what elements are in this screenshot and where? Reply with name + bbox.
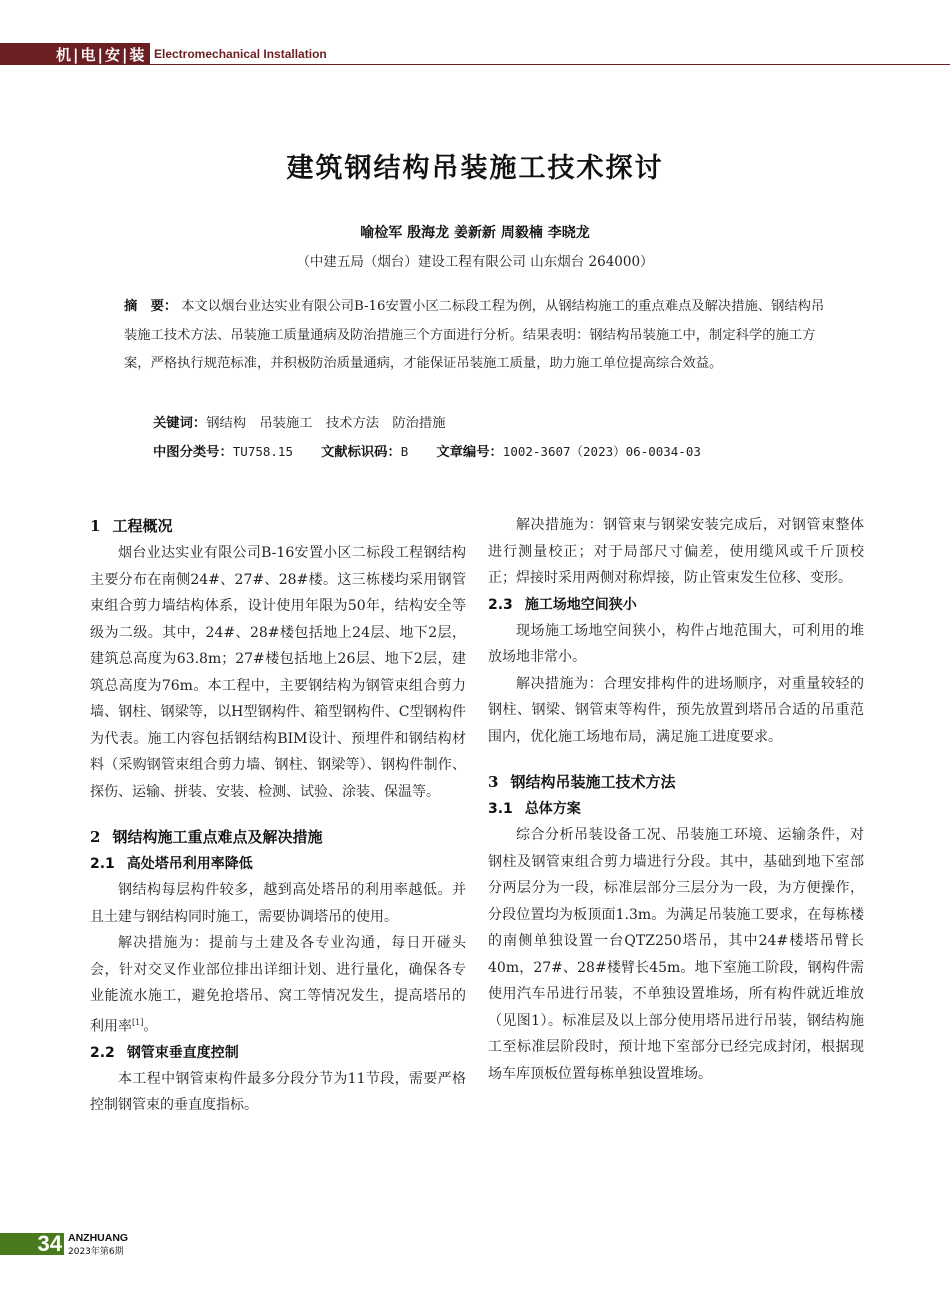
section-label-en: Electromechanical Installation (154, 47, 327, 61)
section-header (0, 43, 327, 65)
keywords-label: 关键词： (153, 416, 207, 431)
abstract-text: 本文以烟台业达实业有限公司B-16安置小区二标段工程为例，从钢结构施工的重点难点及解决措施、钢结构吊装施工技术方法、吊装施工质量通病及防治措施三个方面进行分析。结果表明：钢结构吊装施工中，制定科学的施工方案，严格执行规范标准，并积极防治质量通病，才能保证吊装施工质量，助力施工单位提高综合效益。 (124, 299, 825, 371)
classification (153, 441, 701, 460)
paragraph: 解决措施为：合理安排构件的进场顺序，对重量较轻的钢柱、钢梁、钢管束等构件，预先放置到塔吊合适的吊重范围内，优化施工场地布局，满足施工进度要求。 (488, 675, 864, 745)
paragraph: 解决措施为：钢管束与钢梁安装完成后，对钢管束整体进行测量校正；对于局部尺寸偏差，使用缆风或千斤顶校正；焊接时采用两侧对称焊接，防止管束发生位移、变形。 (488, 517, 864, 586)
right-column (488, 512, 864, 1087)
abstract (124, 293, 836, 379)
keywords-text: 钢结构 吊装施工 技术方法 防治措施 (206, 416, 446, 431)
paragraph: 钢结构每层构件较多，越到高处塔吊的利用率越低。并且土建与钢结构同时施工，需要协调塔吊的使用。 (90, 882, 466, 925)
doc-code-value: B (400, 444, 409, 459)
page-number: 34 (0, 1233, 64, 1255)
paragraph: 本工程中钢管束构件最多分段分节为11节段，需要严格控制钢管束的垂直度指标。 (90, 1070, 466, 1114)
subsection-heading: 2.1 高处塔吊利用率降低 (90, 856, 253, 872)
journal-issue: 2023年第6期 (68, 1247, 124, 1257)
article-number-label: 文章编号： (436, 445, 503, 460)
article-number-value: 1002-3607（2023）06-0034-03 (502, 444, 701, 459)
section-heading: 3 钢结构吊装施工技术方法 (488, 773, 676, 791)
paragraph: 烟台业达实业有限公司B-16安置小区二标段工程钢结构主要分布在南侧24#、27#、28#楼。这三栋楼均采用钢管束组合剪力墙结构体系，设计使用年限为50年，结构安全等级为二级。其中，24#、28#楼包括地上24层、地下2层，建筑总高度为63.8m；27#楼包括地上26层、地下2层，建筑总高度为76m。本工程中，主要钢结构为钢管束组合剪力墙、钢柱、钢梁等，以H型钢构件、箱型钢构件、C型钢构件为代表。施工内容包括钢结构BIM设计、预埋件和钢结构材料（采购钢管束组合剪力墙、钢柱、钢梁等）、钢构件制作、探伤、运输、拼装、安装、检测、试验、涂装、保温等。 (90, 545, 466, 800)
abstract-label: 摘 要： (124, 299, 178, 314)
section-heading: 2 钢结构施工重点难点及解决措施 (90, 828, 323, 846)
authors: 喻检军 殷海龙 姜新新 周毅楠 李晓龙 (360, 225, 590, 241)
paragraph: 现场施工场地空间狭小，构件占地范围大，可利用的堆放场地非常小。 (488, 622, 864, 665)
keywords (153, 412, 446, 431)
subsection-heading: 2.3 施工场地空间狭小 (488, 596, 637, 613)
subsection-heading: 2.2 钢管束垂直度控制 (90, 1044, 239, 1061)
article-title: 建筑钢结构吊装施工技术探讨 (286, 153, 664, 184)
affiliation: （中建五局（烟台）建设工程有限公司 山东烟台 264000） (296, 254, 654, 270)
left-column (90, 512, 466, 1119)
journal-name: ANZHUANG (68, 1232, 129, 1244)
section-label-cn: 机|电|安|装 (0, 43, 150, 65)
clc-value: TU758.15 (232, 444, 293, 459)
citation: [1] (132, 1017, 144, 1027)
subsection-heading: 3.1 总体方案 (488, 801, 581, 817)
header-rule (0, 64, 950, 65)
doc-code-label: 文献标识码： (321, 445, 401, 460)
paragraph: 综合分析吊装设备工况、吊装施工环境、运输条件，对钢柱及钢管束组合剪力墙进行分段。其中，基础到地下室部分两层分为一段，标准层部分三层分为一段，为方便操作，分段位置均为板顶面1.3m。为满足吊装施工要求，在每栋楼的南侧单独设置一台QTZ250塔吊，其中24#楼塔吊臂长40m，27#、28#楼臂长45m。地下室施工阶段，钢构件需使用汽车吊进行吊装，不单独设置堆场，所有构件就近堆放（见图1）。标准层及以上部分使用塔吊进行吊装，钢结构施工至标准层阶段时，预计地下室部分已经完成封闭，根据现场车库顶板位置每栋单独设置堆场。 (488, 827, 864, 1082)
clc-label: 中图分类号： (153, 445, 233, 460)
paragraph: 解决措施为：提前与土建及各专业沟通，每日开碰头会，针对交叉作业部位排出详细计划、进行量化，确保各专业能流水施工，避免抢塔吊、窝工等情况发生，提高塔吊的利用率[1]。 (90, 935, 466, 1035)
section-heading: 1 工程概况 (90, 517, 173, 535)
